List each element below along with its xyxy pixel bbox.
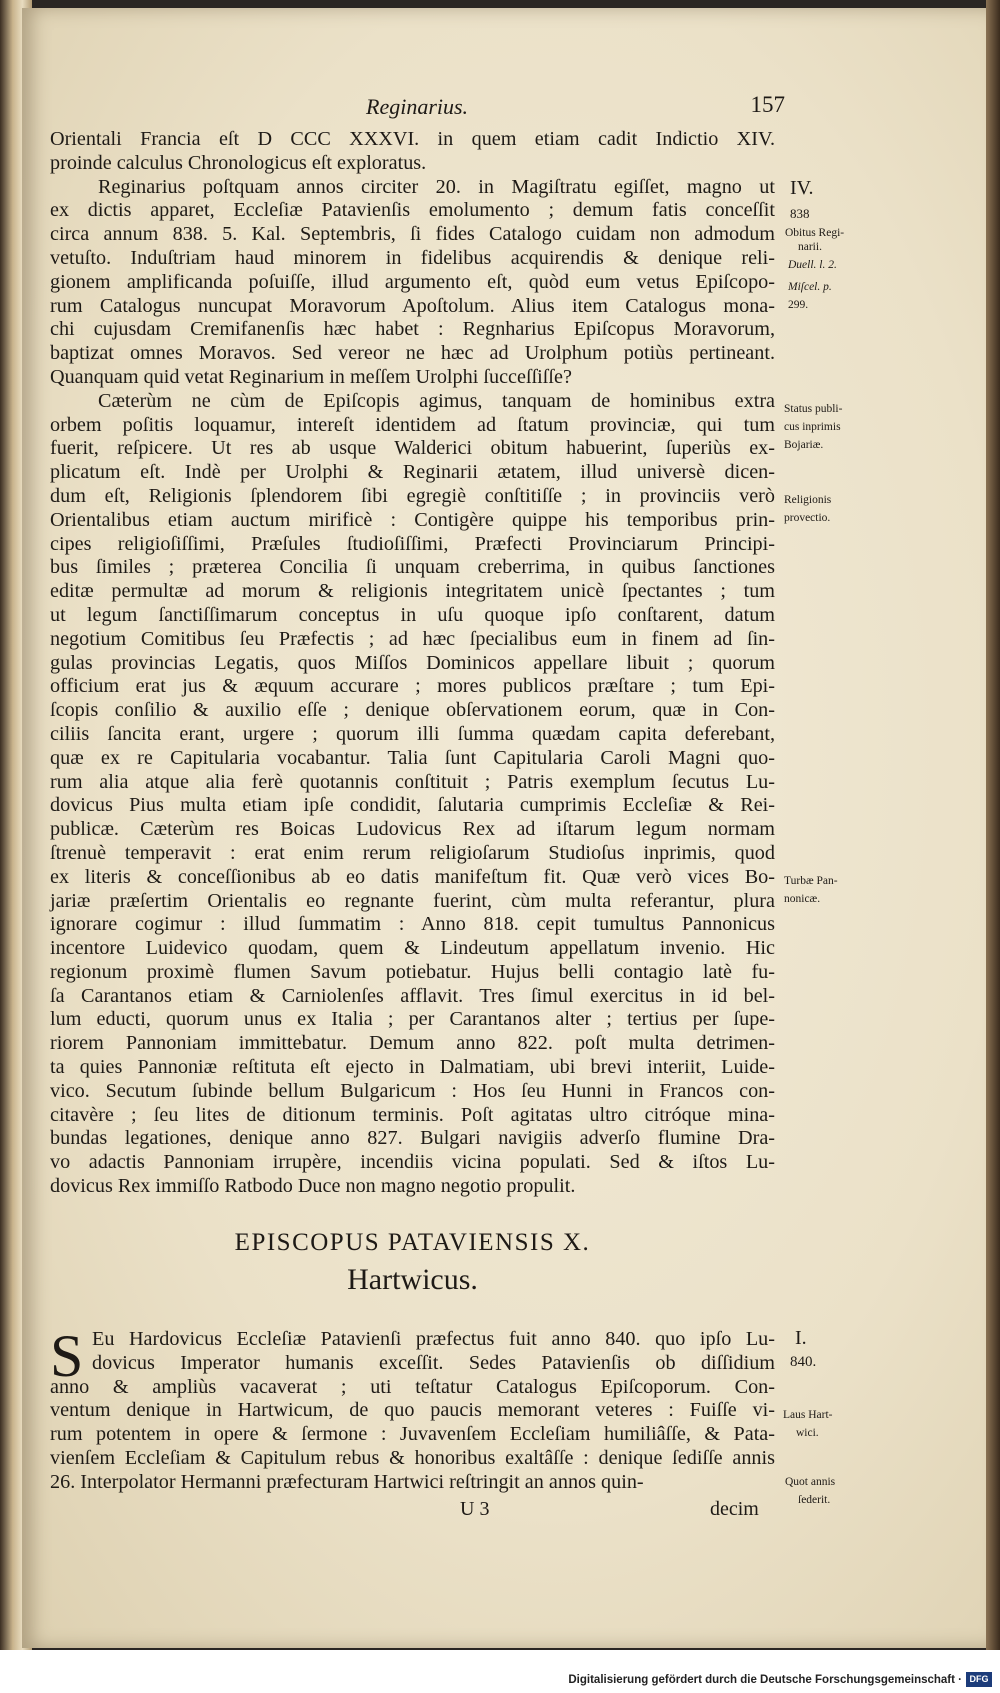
page-number: 157 (750, 92, 785, 117)
text-line: Orientalibus etiam auctum mirificè : Contigère quippe his temporibus prin- (50, 508, 775, 531)
text-line: ciliis ſancita erant, urgere ; quorum illi ſumma quædam capita deferebant, (50, 722, 775, 745)
main-text-block (50, 128, 775, 1199)
text-line: ut legum ſanctiſſimarum conceptus in uſu quoque ipſo conſtarent, datum (50, 603, 775, 626)
footer-band (0, 1650, 1000, 1693)
running-head-title: Reginarius. (366, 94, 469, 119)
text-line: gionem amplificanda poſuiſſe, illud argumento eſt, quòd eum vetus Epiſcopo- (50, 270, 775, 293)
text-line: 26. Interpolator Hermanni præfecturam Hartwici reſtringit an annos quin- (50, 1470, 644, 1493)
text-line: cipes religioſiſſimi, Præſules ſtudioſiſſimi, Præfecti Provinciarum Principi- (50, 532, 775, 555)
text-line: vienſem Eccleſiam & Capitulum rebus & honoribus exaltâſſe : denique ſediſſe annis (50, 1446, 775, 1469)
margin-note: I. (795, 1327, 807, 1349)
text-line: negotium Comitibus ſeu Præfectis ; ad hæc ſpecialibus eum in finem ad ſin- (50, 627, 775, 650)
text-line: jariæ præſertim Orientalis eo regnante fuerint, cùm multa referantur, plura (50, 889, 775, 912)
margin-note: nonicæ. (784, 893, 821, 905)
text-line: dum eſt, Religionis ſplendorem ſibi egregiè conſtitiſſe ; in provinciis verò (50, 484, 775, 507)
text-line: bus ſimiles ; præterea Concilia ſi unquam creberrima, in quibus ſanctiones (50, 556, 775, 579)
margin-note: cus inprimis (784, 421, 841, 433)
text-line: ignorare cogimur : illud ſummatim : Anno 818. cepit tumultus Pannonicus (50, 913, 775, 936)
text-line: ſa Carantanos etiam & Carniolenſes afflavit. Tres ſimul exercitus in id bel- (50, 984, 775, 1007)
text-line: vico. Secutum ſubinde bellum Bulgaricum : Hos ſeu Hunni in Francos con- (50, 1079, 775, 1102)
dfg-logo: DFG (966, 1672, 992, 1687)
text-line: Quanquam quid vetat Reginarium in meſſem Urolphi ſucceſſiſſe? (50, 365, 572, 388)
text-line: vetuſto. Induſtriam haud minorem in fidelibus acquirendis & denique reli- (50, 246, 775, 269)
margin-note: wici. (796, 1427, 819, 1439)
text-line: citavère ; ſeu lites de ditionum terminis. Poſt agitatas ultro citróque mina- (50, 1103, 775, 1126)
text-line: editæ permultæ ad morum & religionis integritatem unicè ſpectantes ; tum (50, 580, 775, 603)
margin-note: Turbæ Pan- (784, 875, 838, 887)
text-line: baptizat omnes Moravos. Sed vereor ne hæc ad Urolphum potiùs pertineant. (50, 342, 775, 365)
text-line: anno & ampliùs vacaverat ; uti teſtatur Catalogus Epiſcoporum. Con- (50, 1375, 775, 1398)
margin-note: 299. (788, 299, 809, 311)
text-line: bundas legationes, denique anno 827. Bulgari navigiis adverſo flumine Dra- (50, 1127, 775, 1150)
margin-note: Obitus Regi- (785, 227, 845, 239)
text-line: rum alia atque alia ferè quotannis conſtituit ; Patris exemplum ſecutus Lu- (50, 770, 775, 793)
text-line: ex dictis apparet, Eccleſiæ Patavienſis emolumento ; demum fatis conceſſit (50, 199, 775, 222)
margin-note: Bojariæ. (784, 439, 824, 451)
section-title: EPISCOPUS PATAVIENSIS X. (234, 1229, 591, 1256)
text-line: Cæterùm ne cùm de Epiſcopis agimus, tanquam de hominibus extra (98, 389, 775, 412)
text-line: dovicus Imperator humanis exceſſit. Sedes Patavienſis ob diſſidium (92, 1351, 775, 1374)
paragraph (50, 390, 775, 1199)
text-line: chi cujusdam Cremifanenſis hæc habet : Regnharius Epiſcopus Moravorum, (50, 318, 775, 341)
text-line: ventum denique in Hartwicum, de quo paucis memorant veteres : Fuiſſe vi- (50, 1399, 775, 1422)
page-edge-right (986, 0, 1000, 1693)
text-line: rum Catalogus nuncupat Moravorum Apoſtolum. Alius item Catalogus mona- (50, 294, 775, 317)
drop-cap: S (50, 1323, 84, 1389)
text-line: ex literis & conceſſionibus ab eo datis manifeſtum fit. Quæ verò vices Bo- (50, 865, 775, 888)
text-line: proinde calculus Chronologicus eſt exploratus. (50, 151, 427, 174)
running-head (50, 92, 785, 120)
text-line: publicæ. Cæterùm res Boicas Ludovicus Rex ad iſtarum legum normam (50, 818, 775, 841)
catchword: decim (710, 1498, 759, 1520)
margin-note: IV. (790, 177, 814, 199)
paragraph (50, 176, 775, 390)
text-line: fuerit, reſpicere. Ut res ab usque Walderici obitum habuerint, ſuperiùs ex- (50, 437, 775, 460)
margin-note: 838 (790, 206, 810, 221)
text-line: regionum proximè flumen Savum potiebatur. Hujus belli contagio latè fu- (50, 960, 775, 983)
margin-note: narii. (798, 241, 822, 253)
margin-note: provectio. (784, 512, 831, 524)
text-line: lum educti, quorum unus ex Italia ; per Carantanos alter ; tertius per ſupe- (50, 1008, 775, 1031)
margin-note: Laus Hart- (783, 1409, 833, 1421)
margin-note: Miſcel. p. (788, 281, 832, 293)
funding-credit: Digitalisierung gefördert durch die Deutsche Forschungsgemeinschaft · (568, 1674, 962, 1686)
text-line: circa annum 838. 5. Kal. Septembris, ſi fides Catalogo cuidam non admodum (50, 223, 775, 246)
text-line: Orientali Francia eſt D CCC XXXVI. in quem etiam cadit Indictio XIV. (50, 128, 775, 150)
section-subject-name: Hartwicus. (347, 1263, 478, 1296)
text-line: quæ ex re Capitularia vocabantur. Talia ſunt Capitularia Caroli Magni quo- (50, 746, 775, 769)
text-line: riorem Pannoniam immittebatur. Demum anno 822. poſt multa detrimen- (50, 1032, 775, 1055)
signature-mark: U 3 (460, 1498, 490, 1520)
text-line: Eu Hardovicus Eccleſiæ Patavienſi præfectus fuit anno 840. quo ipſo Lu- (92, 1328, 775, 1350)
margin-note: ſederit. (798, 1494, 831, 1506)
text-line: ta quies Pannoniæ reſtituta eſt ejecto in Dalmatiam, ubi brevi interiit, Luide- (50, 1056, 775, 1079)
text-line: Reginarius poſtquam annos circiter 20. in Magiſtratu egiſſet, magno ut (98, 175, 775, 198)
text-line: ſtrenuè temperavit : erat enim rerum religioſarum Studioſus inprimis, quod (50, 841, 775, 864)
margin-note: Status publi- (784, 403, 843, 415)
section-heading (50, 1229, 775, 1297)
text-line: dovicus Pius multa etiam ipſe condidit, ſalutaria cumprimis Eccleſiæ & Rei- (50, 794, 775, 817)
paragraph (50, 128, 775, 176)
margin-note: Quot annis (785, 1476, 836, 1488)
text-line: orbem poſitis loquamur, intereſt identidem ad ſtatum provinciæ, qui tum (50, 413, 775, 436)
text-line: dovicus Rex immiſſo Ratbodo Duce non magno negotio propulit. (50, 1175, 576, 1198)
text-line: ſcopis conſilio & auxilio eſſe ; denique obſervationem eorum, quæ in Con- (50, 699, 775, 722)
margin-note: Religionis (784, 494, 832, 506)
text-line: vo adactis Pannoniam irrupère, incendiis vicina populati. Sed & iſtos Lu- (50, 1151, 775, 1174)
text-line: rum potentem in opere & ſermone : Juvavenſem Eccleſiam humiliâſſe, & Pata- (50, 1423, 775, 1446)
section-paragraph (50, 1323, 775, 1495)
text-line: incentore Luidevico quodam, quem & Lindeutum appellatum invenio. Hic (50, 937, 775, 960)
margin-note: Duell. l. 2. (788, 259, 837, 271)
margin-note: 840. (790, 1354, 817, 1370)
text-line: officium erat jus & æquum accurare ; mores publicos præſtare ; tum Epi- (50, 675, 775, 698)
text-line: plicatum eſt. Indè per Urolphi & Reginarii ætatem, illud universè dicen- (50, 461, 775, 484)
text-line: gulas provincias Legatis, quos Miſſos Dominicos appellare libuit ; quorum (50, 651, 775, 674)
